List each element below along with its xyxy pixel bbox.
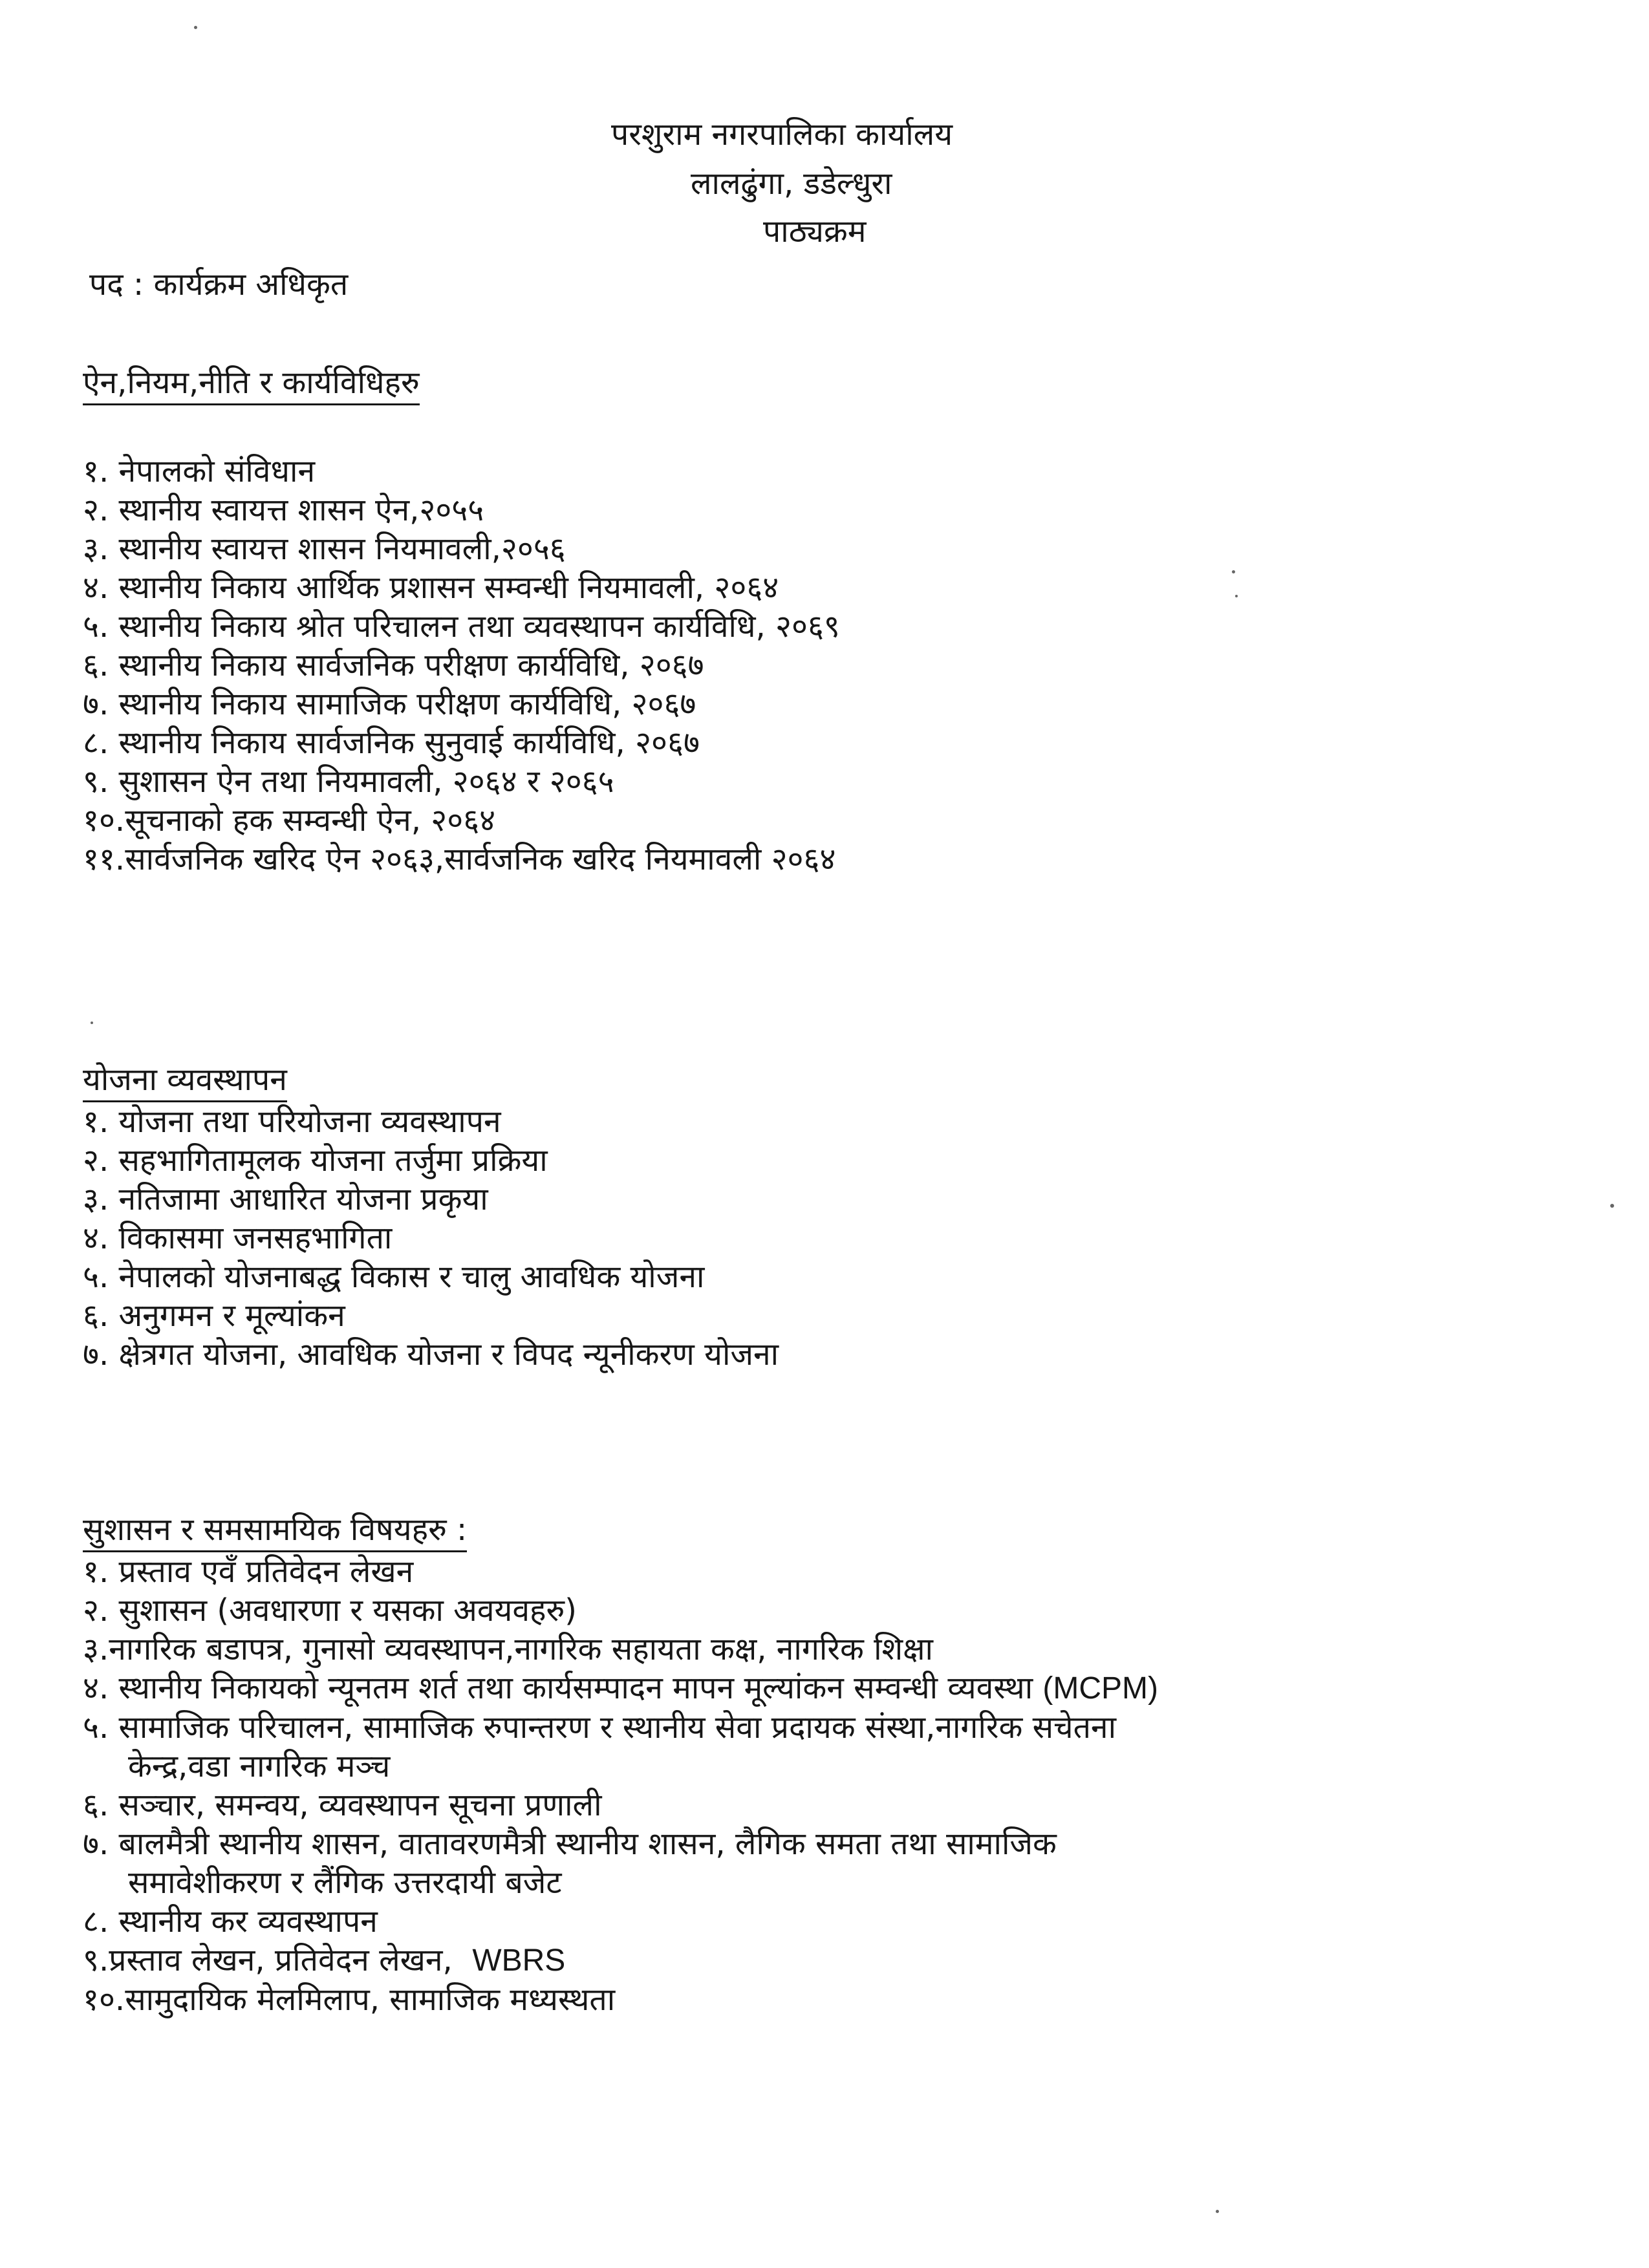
item-text: स्थानीय निकाय सार्वजनिक परीक्षण कार्यविधि, २०६७: [118, 647, 704, 683]
item-number: ३.: [83, 531, 109, 567]
item-text: सहभागितामूलक योजना तर्जुमा प्रक्रिया: [118, 1142, 548, 1179]
item-number: ११.: [83, 841, 125, 877]
list-item: [83, 1786, 1570, 1824]
item-number: ४.: [83, 1220, 109, 1256]
item-number: ६.: [83, 1787, 109, 1823]
item-number: ४.: [83, 570, 109, 606]
section-title: ऐन,नियम,नीति र कार्यविधिहरु: [83, 363, 420, 405]
list-item: [83, 685, 1570, 723]
item-number: ३.: [83, 1631, 109, 1667]
list-item: [83, 1941, 1570, 1980]
list-item: [83, 801, 1570, 840]
item-number: ९.: [83, 1942, 109, 1978]
item-text: क्षेत्रगत योजना, आवधिक योजना र विपद न्यूनीकरण योजना: [118, 1336, 779, 1373]
item-text: सामाजिक परिचालन, सामाजिक रुपान्तरण र स्थानीय सेवा प्रदायक संस्था,नागरिक सचेतना: [118, 1709, 1116, 1746]
list-item: [83, 840, 1570, 879]
item-text: प्रस्ताव लेखन, प्रतिवेदन लेखन,: [109, 1942, 453, 1978]
scan-speck: [1610, 1204, 1614, 1208]
list-item: [83, 607, 1570, 646]
item-text: अनुगमन र मूल्यांकन: [118, 1298, 345, 1334]
office-name: परशुराम नगरपालिका कार्यालय: [611, 116, 953, 153]
list-item: [83, 1219, 1570, 1257]
item-text: स्थानीय निकाय सार्वजनिक सुनुवाई कार्यविधि, २०६७: [118, 725, 700, 761]
item-number: ७.: [83, 1336, 109, 1373]
item-abbreviation: WBRS: [472, 1943, 566, 1978]
item-number: ५.: [83, 1709, 109, 1746]
item-text: विकासमा जनसहभागिता: [118, 1220, 393, 1256]
item-text: नेपालको संविधान: [118, 453, 316, 489]
item-text: सामुदायिक मेलमिलाप, सामाजिक मध्यस्थता: [125, 1982, 616, 2018]
item-text: बालमैत्री स्थानीय शासन, वातावरणमैत्री स्थानीय शासन, लैगिक समता तथा सामाजिक: [118, 1826, 1057, 1862]
item-number: १.: [83, 453, 109, 489]
list-item: [83, 491, 1570, 530]
item-number: ६.: [83, 647, 109, 683]
office-address: लालढुंगा, डडेल्धुरा: [691, 166, 892, 202]
item-number: १.: [83, 1554, 109, 1590]
list-item: [83, 452, 1570, 491]
item-text-continuation: समावेशीकरण र लैंगिक उत्तरदायी बजेट: [128, 1865, 562, 1901]
item-number: १.: [83, 1104, 109, 1140]
item-number: ७.: [83, 686, 109, 722]
item-text: सुशासन ऐन तथा नियमावली, २०६४ र २०६५: [118, 764, 614, 800]
section-title: योजना व्यवस्थापन: [83, 1060, 287, 1102]
list-item: [83, 568, 1570, 607]
item-number: २.: [83, 1142, 109, 1179]
item-text: स्थानीय कर व्यवस्थापन: [118, 1903, 378, 1940]
list-item: [83, 530, 1570, 568]
list-item: [83, 1591, 1570, 1630]
item-number: १०.: [83, 802, 125, 839]
item-number: १०.: [83, 1982, 125, 2018]
scan-speck: [91, 1022, 93, 1024]
list-item: [83, 1141, 1570, 1180]
post-title: पद : कार्यक्रम अधिकृत: [89, 266, 349, 303]
list-item: [83, 1630, 1570, 1669]
item-number: ३.: [83, 1181, 109, 1217]
item-text: स्थानीय निकाय आर्थिक प्रशासन सम्वन्धी नियमावली, २०६४: [118, 570, 779, 606]
section-good-governance: [83, 1510, 1570, 2019]
item-text: स्थानीय स्वायत्त शासन नियमावली,२०५६: [118, 531, 566, 567]
list-item: [83, 1102, 1570, 1141]
item-abbreviation: (MCPM): [1042, 1671, 1159, 1706]
item-text: योजना तथा परियोजना व्यवस्थापन: [118, 1104, 501, 1140]
list-item: [83, 1902, 1570, 1941]
scan-speck: [1235, 595, 1238, 597]
item-text: नेपालको योजनाबद्ध विकास र चालु आवधिक योजना: [118, 1259, 705, 1295]
list-item: [83, 646, 1570, 685]
list-item: [83, 1257, 1570, 1296]
scan-speck: [1216, 2210, 1219, 2213]
item-text: स्थानीय निकाय सामाजिक परीक्षण कार्यविधि, २०६७: [118, 686, 696, 722]
item-text: नतिजामा आधारित योजना प्रकृया: [118, 1181, 488, 1217]
item-text: स्थानीय स्वायत्त शासन ऐन,२०५५: [118, 492, 484, 528]
item-text: सार्वजनिक खरिद ऐन २०६३,सार्वजनिक खरिद नियमावली २०६४: [125, 841, 836, 877]
item-text: प्रस्ताव एवँ प्रतिवेदन लेखन: [118, 1554, 414, 1590]
list-item: [83, 1335, 1570, 1374]
item-text: नागरिक बडापत्र, गुनासो व्यवस्थापन,नागरिक सहायता कक्ष, नागरिक शिक्षा: [109, 1631, 933, 1667]
syllabus-title: पाठ्यक्रम: [763, 213, 867, 250]
list-item: [83, 1824, 1570, 1902]
item-number: ४.: [83, 1670, 109, 1706]
item-number: ९.: [83, 764, 109, 800]
item-text: सुशासन (अवधारणा र यसका अवयवहरु): [118, 1592, 577, 1629]
list-item: [83, 762, 1570, 801]
list-item: [83, 1708, 1570, 1786]
list-item: [83, 1552, 1570, 1591]
item-number: २.: [83, 1592, 109, 1629]
item-number: ८.: [83, 725, 109, 761]
item-text: सूचनाको हक सम्वन्धी ऐन, २०६४: [125, 802, 496, 839]
scan-speck: [194, 26, 197, 29]
list-item: [83, 723, 1570, 762]
item-text: सञ्चार, समन्वय, व्यवस्थापन सूचना प्रणाली: [118, 1787, 602, 1823]
item-number: ५.: [83, 608, 109, 645]
item-number: २.: [83, 492, 109, 528]
item-number: ५.: [83, 1259, 109, 1295]
section-acts-rules: [83, 363, 1570, 879]
section-plan-management: [83, 1060, 1570, 1374]
item-text: स्थानीय निकाय श्रोत परिचालन तथा व्यवस्थापन कार्यविधि, २०६९: [118, 608, 840, 645]
item-number: ६.: [83, 1298, 109, 1334]
list-item: [83, 1980, 1570, 2019]
item-number: ८.: [83, 1903, 109, 1940]
list-item: [83, 1296, 1570, 1335]
list-item: [83, 1180, 1570, 1219]
list-item: [83, 1669, 1570, 1708]
section-title: सुशासन र समसामयिक विषयहरु :: [83, 1510, 467, 1552]
item-text-continuation: केन्द्र,वडा नागरिक मञ्च: [128, 1748, 391, 1784]
item-text: स्थानीय निकायको न्यूनतम शर्त तथा कार्यसम्पादन मापन मूल्यांकन सम्वन्धी व्यवस्था: [118, 1670, 1033, 1706]
item-number: ७.: [83, 1826, 109, 1862]
scan-speck: [1232, 570, 1235, 573]
